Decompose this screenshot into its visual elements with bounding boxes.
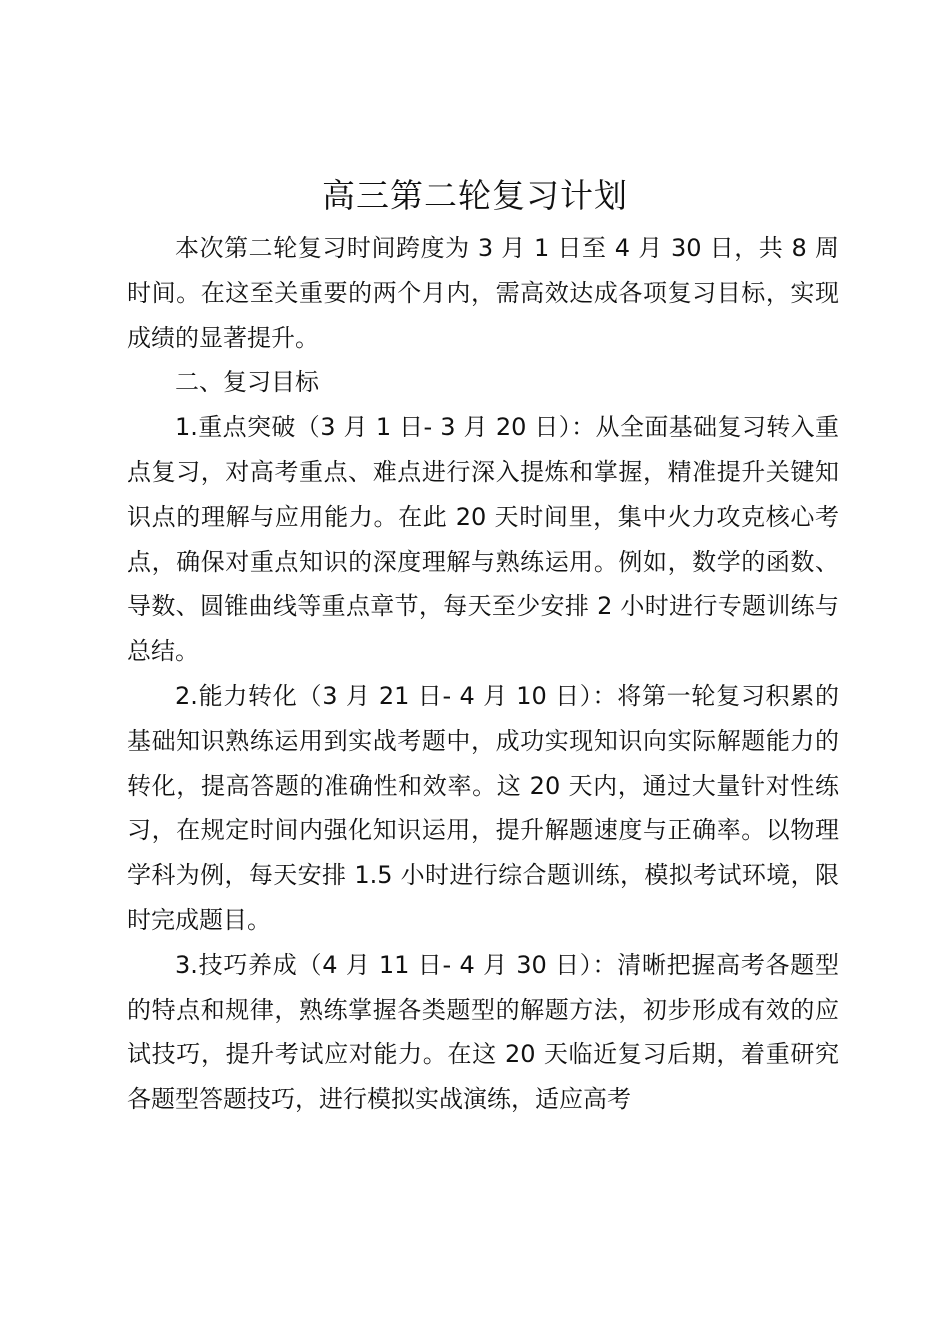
document-title: 高三第二轮复习计划 xyxy=(322,176,628,215)
goal-paragraph-1: 1.重点突破（3 月 1 日- 3 月 20 日）：从全面基础复习转入重点复习，对高考重点、难点进行深入提炼和掌握，精准提升关键知识点的理解与应用能力。在此 20 天时间里，集中火力攻克核心考点，确保对重点知识的深度理解与熟练运用。例如，数学的函数、导数、圆锥曲线等重点章节，每天至少安排 2 小时进行专题训练与总结。 xyxy=(127,413,839,666)
intro-paragraph: 本次第二轮复习时间跨度为 3 月 1 日至 4 月 30 日，共 8 周时间。在这至关重要的两个月内，需高效达成各项复习目标，实现成绩的显著提升。 xyxy=(127,234,839,352)
goal-paragraph-2: 2.能力转化（3 月 21 日- 4 月 10 日）：将第一轮复习积累的基础知识熟练运用到实战考题中，成功实现知识向实际解题能力的转化，提高答题的准确性和效率。这 20 天内，通过大量针对性练习，在规定时间内强化知识运用，提升解题速度与正确率。以物理学科为例，每天安排 1.5 小时进行综合题训练，模拟考试环境，限时完成题目。 xyxy=(127,681,839,934)
document-body xyxy=(127,226,839,1122)
section-heading: 二、复习目标 xyxy=(175,368,319,397)
goal-paragraph-3: 3.技巧养成（4 月 11 日- 4 月 30 日）：清晰把握高考各题型的特点和规律，熟练掌握各类题型的解题方法，初步形成有效的应试技巧，提升考试应对能力。在这 20 天临近复习后期，着重研究各题型答题技巧，进行模拟实战演练，适应高考 xyxy=(127,950,839,1114)
